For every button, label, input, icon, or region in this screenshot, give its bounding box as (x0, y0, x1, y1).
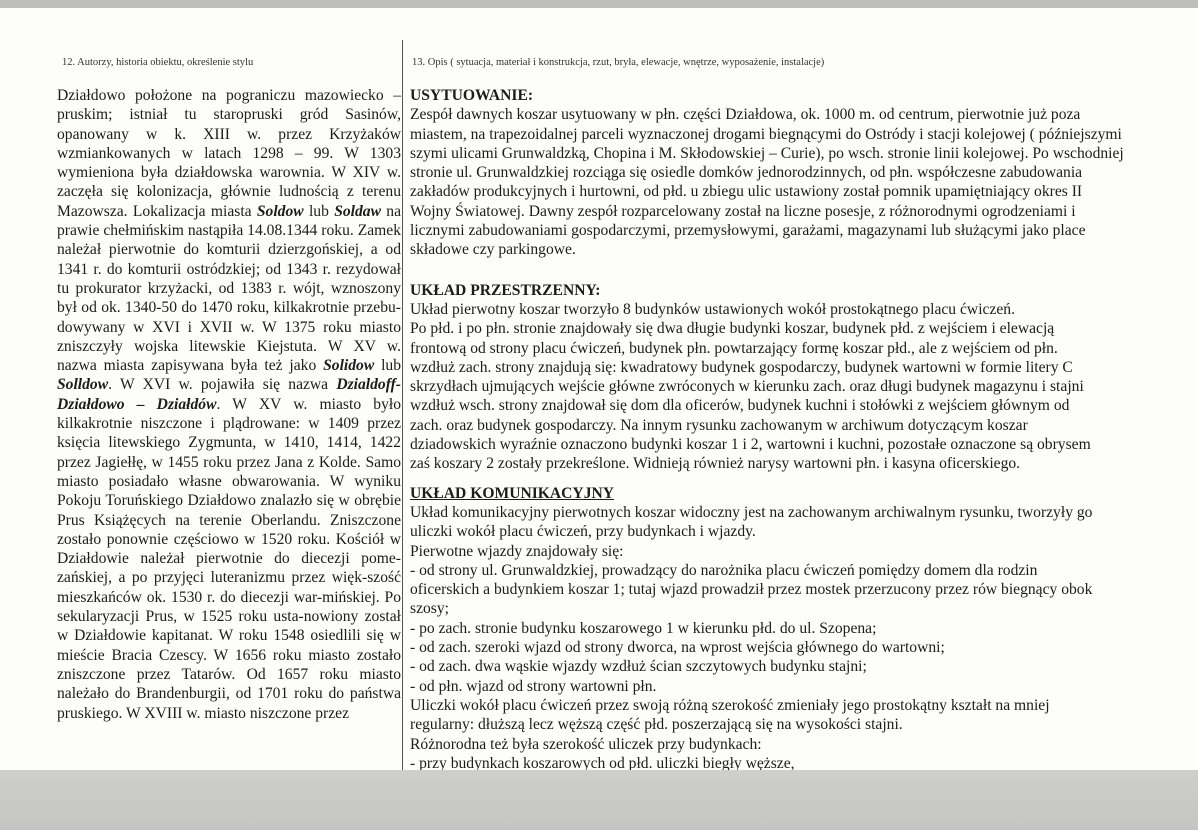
section-title-uklad-przestrzenny: UKŁAD PRZESTRZENNY: (410, 281, 601, 299)
text-line: skrzydłach ujmujących wejście główne zwróconych w kierunku zach. oraz długi budynek magazynu i stajni (410, 378, 1084, 396)
scan-bottom-border (0, 770, 1198, 830)
text-line: dziadowskich wyraźnie oznaczono budynki koszar 1 i 2, wartowni i kuchni, pozostałe oznaczone są obrysem (410, 436, 1091, 454)
history-name-solidow: Solidow (323, 357, 375, 375)
text-line: wzdłuż zach. strony znajdują się: kwadratowy budynek gospodarczy, budynek wartowni w formie litery C (410, 358, 1073, 376)
text-line: Wojny Światowej. Dawny zespół rozparcelowany został na liczne posesje, z różnorodnymi ogrodzeniami i (410, 202, 1076, 220)
description-text (410, 86, 1160, 770)
text-line: Po płd. i po płn. stronie znajdowały się dwa długie budynki koszar, budynek płd. z wejściem i elewacją (410, 320, 1055, 338)
section-title-usytuowanie: USYTUOWANIE: (410, 87, 534, 104)
text-line: - przy budynkach koszarowych od płd. uliczki biegły węższe, (410, 754, 795, 770)
text-line: oficerskich a budynkiem koszar 1; tutaj wjazd prowadził przez mostek przerzucony przez rów biegnący obok (410, 581, 1093, 599)
right-column-header: 13. Opis ( sytuacja, materiał i konstrukcja, rzut, bryła, elewacje, wnętrze, wyposażenie, instalacje) (412, 57, 825, 68)
section-title-uklad-komunikacyjny: UKŁAD KOMUNIKACYJNY (410, 484, 615, 502)
text-line: - po zach. stronie budynku koszarowego 1 w kierunku płd. do ul. Szopena; (410, 619, 877, 637)
column-divider (402, 40, 403, 770)
text-line: Różnorodna też była szerokość uliczek przy budynkach: (410, 735, 762, 753)
history-name-soldow: Soldow (256, 202, 304, 220)
history-name-dzialdoff: Dzialdoff- Działdowo – Działdów (57, 376, 401, 413)
text-line: stronie ul. Grunwaldzkiej rozciąga się osiedle domków jednorodzinnych, od płn. współczesne zabudowania (410, 164, 1083, 182)
text-line: licznymi zabudowaniami gospodarczymi, przemysłowymi, garażami, magazynami lub służącymi jako place (410, 222, 1086, 240)
text-line: frontową od strony placu ćwiczeń, budynek płn. powtarzający formę koszar płd., ale z wejściem od płn. (410, 339, 1058, 357)
text-line: - od zach. szeroki wjazd od strony dworca, na wprost wejścia głównego do wartowni; (410, 639, 945, 657)
text-line: Układ komunikacyjny pierwotnych koszar widoczny jest na zachowanym archiwalnym rysunku, tworzyły go (410, 503, 1093, 521)
history-name-solldow: Solldow (57, 376, 109, 394)
text-line: wzdłuż wsch. strony znajdował się dom dla oficerów, budynek kuchni i stołówki z wejściem głównym od (410, 397, 1070, 415)
text-line: Układ pierwotny koszar tworzyło 8 budynków ustawionych wokół prostokątnego placu ćwiczeń. (410, 300, 1015, 318)
history-text (57, 86, 401, 723)
text-line: Pierwotne wjazdy znajdowały się: (410, 542, 624, 560)
history-paragraph: Działdowo położone na pograniczu mazowiecko – pruskim; istniał tu staropruski gród Sasinów, opanowany w k. XIII w. przez Krzyżaków wzmiankowanych w latach 1298 – 99. W 1303 wymieniona była działdowska warownia. W XIV w. zaczęła się kolonizacja, głównie ludnością z terenu Mazowsza. Lokalizacja miasta Soldow lub Soldaw na prawie chełmińskim nastąpiła 14.08.1344 roku. Zamek należał pierwotnie do komturii dzierzgońskiej, a od 1341 r. do komturii ostródzkiej; od 1343 r. rezydował tu prokurator krzyżacki, od 1383 r. wójt, wznoszony był od ok. 1340-50 do 1470 roku, kilkakrotnie przebu-dowywany w XVI i XVII w. W 1375 roku miasto zniszczyły wojska litewskie Kiejstuta. W XV w. nazwa miasta zapisywana była też jako Solidow lub Solldow. W XVI w. pojawiła się nazwa Dzialdoff- Działdowo – Działdów. W XV w. miasto było kilkakrotnie niszczone i plądrowane: w 1409 przez księcia litewskiego Zygmunta, w 1410, 1414, 1422 przez Jagiełłę, w 1455 roku przez Jana z Kolde. Samo miasto posiadało własne obwarowania. W wyniku Pokoju Toruńskiego Działdowo znalazło się w obrębie Prus Książęcych na terenie Oberlandu. Zniszczone zostało ponownie częściowo w 1520 roku. Kościół w Działdowie należał pierwotnie do diecezji pome-zańskiej, a po przyjęci luteranizmu przez więk-szość mieszkańców ok. 1530 r. do diecezji war-mińskiej. Po sekularyzacji Prus, w 1525 roku usta-nowiony został w Działdowie kapitanat. W roku 1548 osiedlili się w mieście Bracia Czescy. W 1656 roku miasto zostało zniszczone przez Tatarów. Od 1657 roku miasto należało do Brandenburgii, od 1701 roku do państwa pruskiego. W XVIII w. miasto niszczone przez (57, 87, 402, 722)
history-name-soldaw: Soldaw (334, 202, 381, 220)
text-line: Zespół dawnych koszar usytuowany w płn. części Działdowa, ok. 1000 m. od centrum, pierwotnie już poza (410, 106, 1081, 124)
text-line: zakładów produkcyjnych i hurtowni, od płd. u zbiegu ulic ustawiony został pomnik upamiętniający okres II (410, 183, 1083, 201)
text-line: - od zach. dwa wąskie wjazdy wzdłuż ścian szczytowych budynku stajni; (410, 658, 867, 676)
text-line: zaś koszary 2 zostały przekreślone. Widnieją również narysy wartowni płn. i kasyna oficerskiego. (410, 455, 1021, 473)
text-line: zach. oraz budynek gospodarczy. Na innym rysunku zachowanym w archiwum dotyczącym koszar (410, 416, 1028, 434)
document-page (0, 8, 1198, 770)
text-line: szosy; (410, 600, 449, 618)
text-line: uliczki wokół placu ćwiczeń, przy budynkach i wjazdy. (410, 523, 756, 541)
text-line: składowe czy parkingowe. (410, 241, 576, 259)
text-line: szymi ulicami Grunwaldzką, Chopina i M. Skłodowskiej – Curie), po wsch. stronie linii kolejowej. Po wschodniej (410, 144, 1124, 162)
text-line: miastem, na trapezoidalnej parceli wyznaczonej drogami biegnącymi do Ostródy i stacji kolejowej ( późniejszymi (410, 125, 1122, 143)
scan-top-border (0, 0, 1198, 8)
text-line: - od strony ul. Grunwaldzkiej, prowadzący do narożnika placu ćwiczeń pomiędzy domem dla rodzin (410, 561, 1038, 579)
text-line: Uliczki wokół placu ćwiczeń przez swoją różną szerokość zmieniały jego prostokątny kształt na mniej (410, 696, 1050, 714)
left-column-header: 12. Autorzy, historia obiektu, określenie stylu (62, 57, 254, 68)
text-line: - od płn. wjazd od strony wartowni płn. (410, 677, 657, 695)
text-line: regularny: dłuższą lecz węższą część płd. poszerzającą się na wysokości stajni. (410, 716, 903, 734)
